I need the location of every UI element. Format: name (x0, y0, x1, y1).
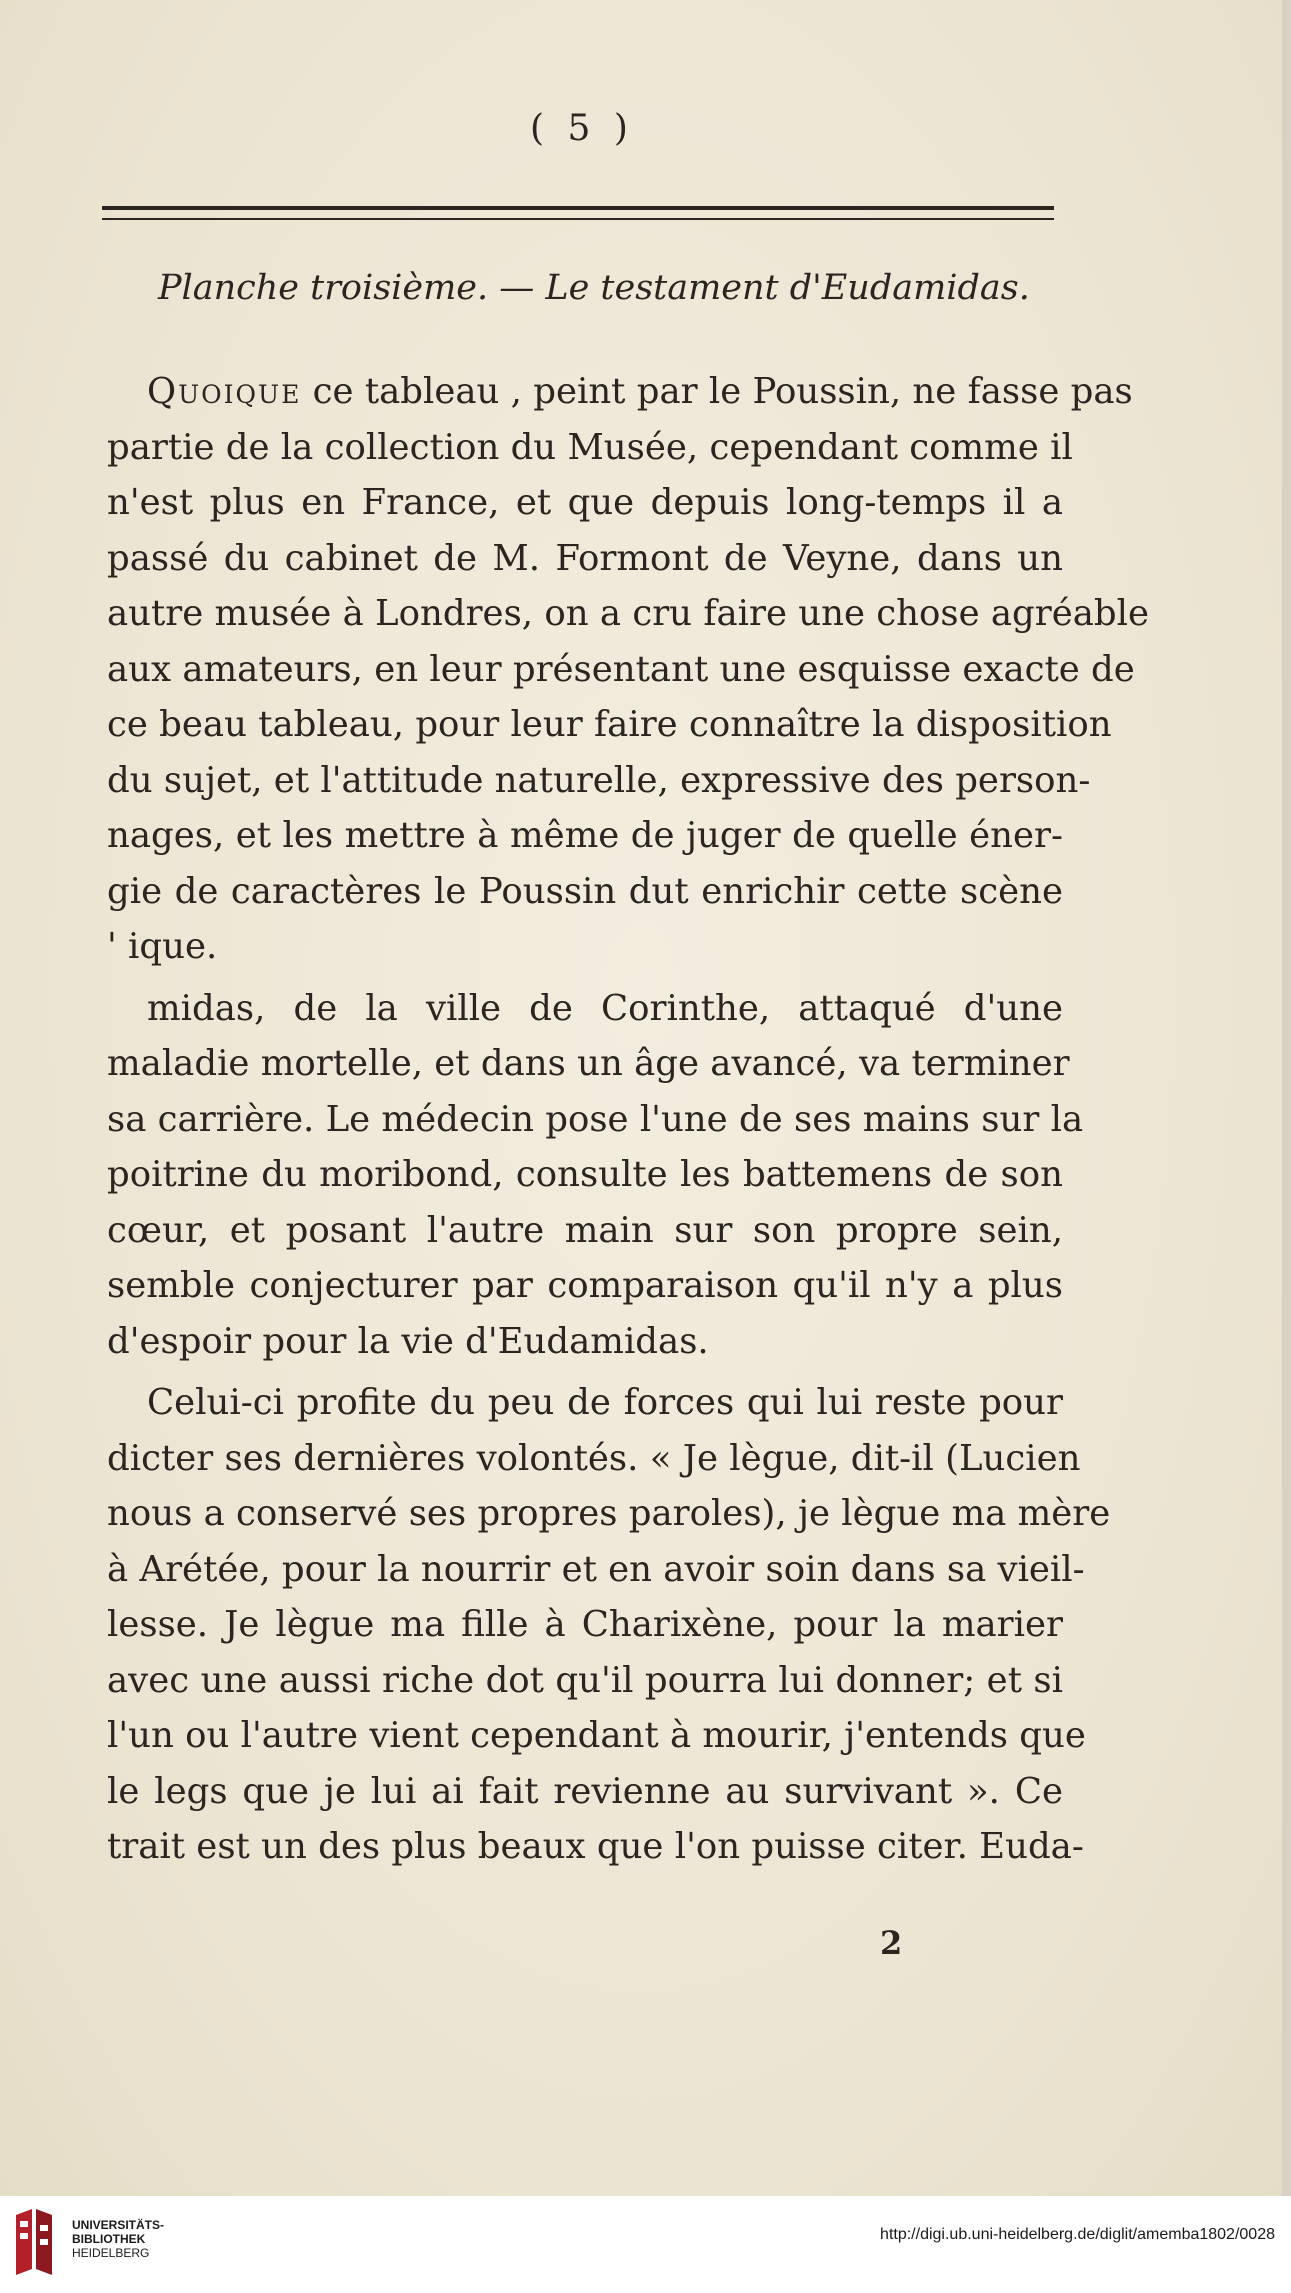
text-line: ce beau tableau, pour leur faire connaître la disposition (107, 704, 1112, 745)
source-url-link[interactable]: http://digi.ub.uni-heidelberg.de/diglit/amemba1802/0028 (880, 2226, 1275, 2243)
text-line: passé du cabinet de M. Formont de Veyne, dans un (107, 537, 1063, 579)
text-line: trait est un des plus beaux que l'on puisse citer. Euda- (107, 1826, 1084, 1867)
header-rule-thin (102, 218, 1054, 220)
text-line: cœur, et posant l'autre main sur son propre sein, (107, 1209, 1063, 1251)
text-line: du sujet, et l'attitude naturelle, expressive des person- (107, 759, 1091, 801)
text-line: Celui-ci profite du peu de forces qui lui reste pour (147, 1382, 1063, 1423)
paragraph-3 (107, 1375, 1111, 1875)
library-logo-icon (12, 2207, 64, 2277)
paragraph-1 (107, 364, 1150, 975)
text-line-content: ce tableau , peint par le Poussin, ne fasse pas (312, 371, 1133, 412)
page-number: ( 5 ) (530, 108, 634, 149)
text-line: semble conjecturer par comparaison qu'il n'y a plus (107, 1265, 1063, 1306)
library-name-line: UNIVERSITÄTS- (72, 2218, 165, 2232)
body-text (107, 364, 1150, 1881)
library-name (72, 2218, 164, 2260)
text-line: poitrine du moribond, consulte les battemens de son (107, 1154, 1063, 1195)
lead-word: Quoique (147, 371, 302, 412)
text-line: dicter ses dernières volontés. « Je lègue, dit-il (Lucien (107, 1437, 1081, 1479)
text-line: gie de caractères le Poussin dut enrichir cette scène (107, 870, 1063, 912)
page-edge (1282, 0, 1291, 2196)
text-line: le legs que je lui ai fait revienne au survivant ». Ce (107, 1770, 1063, 1812)
header-rule-thick (102, 206, 1054, 210)
text-line: midas, de la ville de Corinthe, attaqué d'une (147, 987, 1063, 1029)
text-line: d'espoir pour la vie d'Eudamidas. (107, 1320, 709, 1362)
signature-mark: 2 (880, 1924, 903, 1962)
text-line: sa carrière. Le médecin pose l'une de ses mains sur la (107, 1098, 1084, 1140)
library-name-line: BIBLIOTHEK (72, 2232, 146, 2246)
text-line: avec une aussi riche dot qu'il pourra lui donner; et si (107, 1659, 1063, 1701)
text-line: n'est plus en France, et que depuis long-temps il a (107, 482, 1063, 523)
text-line (107, 364, 1133, 420)
text-line: autre musée à Londres, on a cru faire une chose agréable (107, 593, 1150, 634)
text-line: ' ique. (107, 926, 218, 967)
library-name-line: HEIDELBERG (72, 2246, 150, 2260)
text-line: l'un ou l'autre vient cependant à mourir, j'entends que (107, 1715, 1086, 1756)
text-line: maladie mortelle, et dans un âge avancé, va terminer (107, 1043, 1070, 1084)
plate-heading: Planche troisième. — Le testament d'Eudamidas. (158, 268, 1030, 308)
text-line: lesse. Je lègue ma fille à Charixène, pour la marier (107, 1604, 1063, 1645)
text-line: partie de la collection du Musée, cependant comme il (107, 426, 1073, 468)
footer-bar (0, 2196, 1291, 2293)
paragraph-2 (107, 981, 1084, 1370)
text-line: nages, et les mettre à même de juger de quelle éner- (107, 815, 1063, 856)
text-line: à Arétée, pour la nourrir et en avoir soin dans sa vieil- (107, 1548, 1085, 1590)
text-line: nous a conservé ses propres paroles), je lègue ma mère (107, 1493, 1111, 1534)
text-line: aux amateurs, en leur présentant une esquisse exacte de (107, 648, 1135, 690)
